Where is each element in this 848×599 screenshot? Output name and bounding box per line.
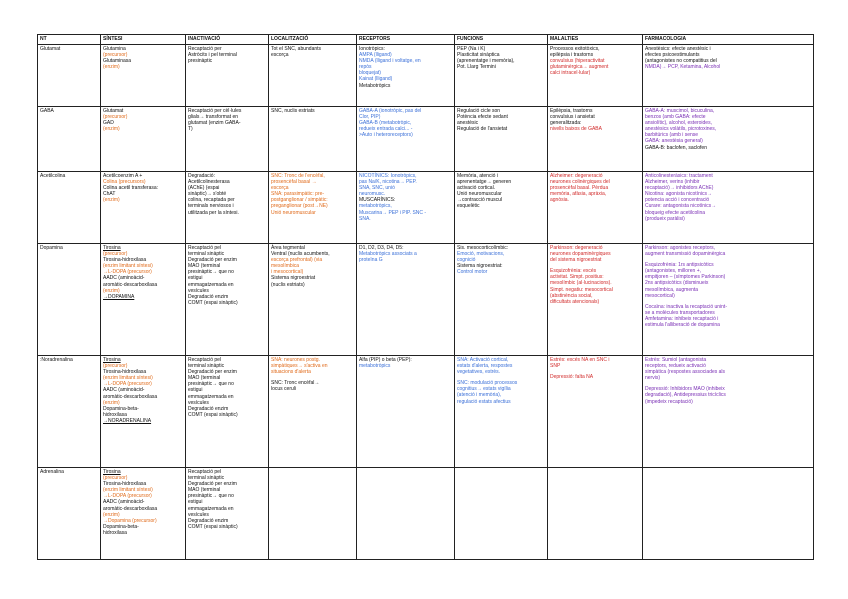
cell-line: (precursor) [103,52,128,59]
cell-line: GABA-B (metabotròpic, [359,120,412,127]
cell-line: Esquizofrènia: 1rs antipsicòtics [645,262,714,269]
cell-line: AADC (aminoàcid- [103,275,145,282]
cell-line: activitat. Simpt. positius: [550,274,604,281]
header-row [38,35,814,45]
cell-line: COMT (espai sinàptic) [188,523,238,530]
cell-line: Anestèsics: efecte anestèsic i [645,46,711,52]
header-sintesi: SÍNTESI [101,35,186,45]
cell-line: (precursor) [103,363,128,370]
cell-line: postganglionar / simpàtic: [271,197,328,204]
cell-line: Recaptació pel [188,357,222,363]
cell-line: (precursor) [103,251,128,258]
cell-line: T) [188,126,193,133]
cell-line: GABA-A: muscimol, bicuculina, [645,108,715,114]
cell-line: >Auto i heteroreceptors) [359,132,413,139]
cell-sintesi [101,45,186,107]
cell-funcions [455,45,548,107]
cell-receptors [357,468,455,560]
cell-line: sinàptic)→ s'obté [188,191,227,198]
cell-line: Clor, PIP) [359,114,381,121]
cell-line: (precursor) [103,114,128,121]
cell-line: Sistema nigroestriat: [457,263,503,270]
cell-line: presinàptic→ que no [188,493,234,500]
cell-line: convulsius i ansietat [550,114,595,121]
cell-line: Curare: antagonista nicotínics→ [645,203,717,210]
cell-line: vegetatives, estrès. [457,369,501,376]
cell-line: (enzim) [103,197,120,204]
cell-line: cognitius→ estats vigília [457,386,511,393]
cell-line: GABA-A (ionotròpic, pas del [359,108,422,114]
cell-line: activació cortical. [457,185,496,192]
cell-line: benzos (amb GABA: efecte [645,114,706,121]
cell-line: Colina acetil transferasa: [103,185,159,192]
cell-line: aromàtic-descarboxilasa [103,281,158,288]
cell-inactivacio [186,45,269,107]
cell-line: metabotròpics [359,363,391,370]
cell-line: →contracció muscul [457,197,503,204]
cell-line: D1, D2, D3, D4, D5: [359,245,404,251]
cell-line: COMT (espai sinàptic) [188,411,238,418]
cell-line: calci intracel·lular) [550,70,591,77]
cell-line: MAO (terminal [188,375,221,382]
cell-line: Glutamina [103,46,126,52]
cell-line: Metabotròpics associats a [359,251,417,258]
table-row [38,356,814,468]
cell-line: Àrea tegmental [271,245,305,251]
cell-line: Tirosina [103,245,121,251]
table-row [38,172,814,244]
header-malalties: MALALTIES [548,35,643,45]
cell-line: (produeix paràlisi) [645,215,685,222]
cell-line: estigui [188,275,203,282]
cell-line: SNC: Tronc encèfal→ [271,380,320,387]
cell-line: Degradació per enzim [188,257,237,264]
cell-line: del sistema nigroestriat [550,257,602,264]
cell-line: aromàtic-descarboxilasa [103,393,158,400]
cell-line: SNC, nuclis estriats [271,108,315,114]
cell-line: Astròcits i pel terminal [188,52,237,59]
cell-line: Degradació per enzim [188,369,237,376]
cell-line: efectes psicoestimulants [645,52,700,59]
comparison-sheet [37,34,813,560]
cell-line: Alfa (PIP) o beta (PEP): [359,357,412,363]
cell-farmacologia [643,172,814,244]
cell-line: Tirosina [103,469,121,475]
cell-line: GAD [103,120,114,127]
cell-line: Tirosina-hidroxilasa [103,481,147,488]
cell-line: (aprenentatge i memòria), [457,58,515,65]
cell-line: Nicotina: agonista nicotínics→ [645,191,712,198]
cell-line: (nuclis estriats) [271,281,305,288]
cell-line: presinàptic [188,58,213,65]
cell-line: nervis) [645,375,661,382]
cell-line: Simpt. negatiu: mesocortical [550,286,613,293]
cell-line: Alzheimer: degeneració [550,173,603,179]
cell-funcions [455,107,548,172]
cell-line: escorça [271,52,289,59]
cell-line: terminal sinàptic [188,251,225,258]
cell-localitzacio [269,45,357,107]
cell-inactivacio [186,244,269,356]
cell-line: Sistema nigroestriat [271,275,316,282]
cell-line: presinàptic→ que no [188,381,234,388]
cell-nt: Acetilcolina [38,172,101,244]
cell-line: bloquejat) [359,70,381,77]
cell-funcions [455,468,548,560]
cell-line: (atenció i memòria), [457,392,502,399]
cell-line: metabotròpics, [359,203,392,210]
cell-line: agnòsia. [550,197,569,204]
cell-line: prosencèfal basal. Pèrdua [550,185,609,192]
cell-farmacologia [643,45,814,107]
cell-line: convulsius (hiperactivitat [550,58,605,65]
cell-line: (enzim) [103,399,120,406]
cell-line: Ionotròpics: [359,46,385,52]
cell-sintesi [101,356,186,468]
cell-line: Dopamina-beta- [103,523,139,530]
cell-line: estigui [188,387,203,394]
cell-line: receptors, redueix activació [645,363,706,370]
cell-inactivacio [186,107,269,172]
cell-line: vesícules [188,399,209,406]
cell-funcions [455,172,548,244]
cell-line: Dopamina-beta- [103,405,139,412]
cell-sintesi [101,244,186,356]
cell-line: se a molècules transportadores [645,309,715,316]
cell-line: Acetilcoenzim A + [103,173,143,179]
cell-line: Tirosina-hidroxilasa [103,369,147,376]
cell-line: →L-DOPA (precursor) [103,493,152,500]
cell-line: NMDA)→ PCP, Ketamina, Alcohol [645,64,721,71]
cell-line: (enzim limitant síntesi) [103,375,153,382]
cell-line: Regulació cicle son [457,108,501,114]
cell-line: →DOPAMINA [103,293,135,300]
cell-line: hidroxilasa [103,411,127,418]
cell-line: Acetilcolinesterasa [188,179,230,186]
cell-line: esquelètic [457,203,480,210]
cell-farmacologia [643,356,814,468]
cell-malalties [548,45,643,107]
cell-line: Regulació de l'ansietat [457,126,508,133]
cell-line: AMPA (lligand) [359,52,392,59]
cell-inactivacio [186,172,269,244]
cell-line: Recaptació per cèl·lules [188,108,242,114]
cell-line: augment transmissió dopaminèrgica [645,251,726,258]
cell-line: Degradació enzim [188,405,229,412]
cell-line: Parkinson: degeneració [550,245,603,251]
cell-line: barbitúrics (amb i sense [645,132,699,139]
cell-line: simpàtiques→ s'activa en [271,363,328,370]
cell-line: vesícules [188,287,209,294]
cell-line: emmagatzemada en [188,281,234,288]
cell-line: redueix entrada calci... - [359,126,413,133]
cell-line: degradació), Antidepressius tricíclics [645,392,726,399]
cell-line: proteïna G [359,257,383,264]
table-row [38,107,814,172]
cell-line: memòria, afàsia, apràxia, [550,191,607,198]
cell-line: Potència efecte sedant [457,114,508,121]
cell-nt: Adrenalina [38,468,101,560]
cell-line: →L-DOPA (precursor) [103,269,152,276]
cell-line: empitjoren – (símptomes Parkinson) [645,274,726,281]
cell-line: vesícules [188,511,209,518]
cell-line: NICOTÍNICS: Ionotròpics, [359,173,417,179]
cell-line: estimula l'alliberació de dopamina [645,322,720,329]
cell-line: estats d'alerta, respostes [457,363,513,370]
cell-line: generalitzada: [550,120,582,127]
cell-line: mesolímbic (al·lucinacions). [550,280,612,287]
cell-line: mesolímbica, augmenta [645,286,699,293]
cell-nt: Dopamina [38,244,101,356]
cell-line: Alzheimer, verins (inhibir [645,179,700,186]
cell-receptors [357,172,455,244]
cell-line: Cocaïna: inactiva la recaptació unint- [645,303,727,310]
cell-sintesi [101,107,186,172]
cell-line: aprenentatge→ generen [457,179,512,186]
table-row [38,244,814,356]
cell-line: Control motor [457,269,488,276]
cell-inactivacio [186,356,269,468]
cell-line: anestèsics volàtils, picrotoxines, [645,126,717,133]
cell-line: i mesocortical) [271,269,304,276]
cell-line: Estrès: Sumiol (antagonista [645,357,707,363]
cell-line: Muscarina→ PEP i PIP. SNC - [359,209,427,216]
cell-line: (impedeix recaptació) [645,398,693,405]
cell-line: estigui [188,499,203,506]
cell-line: glutamat (enzim GABA- [188,120,241,127]
cell-line: Plasticitat sinàptica [457,52,500,59]
cell-line: Glutaminasa [103,58,132,65]
cell-line: emmagatzemada en [188,505,234,512]
cell-localitzacio [269,172,357,244]
cell-line: (enzim limitant síntesi) [103,487,153,494]
cell-line: epilèpsia i trastorns [550,52,594,59]
cell-line: ansiolític), alcohol, esteroides, [645,120,712,127]
cell-line: simpàtica (respostes associades als [645,369,726,376]
cell-line: AADC (aminoàcid- [103,499,145,506]
cell-line: Tirosina [103,357,121,363]
cell-malalties [548,356,643,468]
cell-sintesi [101,468,186,560]
cell-line: Glutamat [103,108,124,114]
cell-line: SNA. [359,215,371,222]
cell-line: mesocortical) [645,292,675,299]
cell-nt: :Noradrenalina [38,356,101,468]
cell-line: dificultats atencionals) [550,298,600,305]
cell-line: SNP [550,363,561,370]
cell-line: terminals nerviosos i [188,203,234,210]
cell-line: Tirosina-hidroxilasa [103,257,147,264]
cell-malalties [548,468,643,560]
cell-line: SNC: Tronc de l'encèfal, [271,173,325,179]
cell-line: (enzim) [103,64,120,71]
cell-line: Colina (precursors) [103,179,146,186]
cell-line: Processos exitotòxics, [550,46,600,52]
cell-line: Unió neuromuscular [271,209,316,216]
cell-line: (enzim limitant síntesi) [103,263,153,270]
cell-line: terminal sinàptic [188,475,225,482]
table-row [38,468,814,560]
cell-localitzacio [269,356,357,468]
cell-line: potencia acció i concentració [645,197,710,204]
cell-farmacologia [643,468,814,560]
table-row [38,45,814,107]
cell-malalties [548,244,643,356]
cell-line: hidroxilasa [103,529,127,536]
cell-line: Emoció, motivacions, [457,251,505,258]
cell-line: locus ceruli [271,386,297,393]
cell-localitzacio [269,107,357,172]
cell-line: emmagatzemada en [188,393,234,400]
cell-line: situacions d'alerta [271,369,311,376]
cell-line: glials→ transformat en [188,114,239,121]
cell-receptors [357,45,455,107]
cell-line: pas Na/K, nicotina→ PEP. [359,179,417,186]
cell-line: (enzim) [103,287,120,294]
cell-line: Recaptació pel [188,245,222,251]
cell-line: Degradació enzim [188,293,229,300]
header-receptors: RECEPTORS [357,35,455,45]
cell-line: presinàptic→ que no [188,269,234,276]
cell-line: →Dopamina (precursor) [103,517,157,524]
cell-line: Ventral (nuclis acumbents, [271,251,330,258]
cell-line: bloqueig efecte acetilcolina [645,209,706,216]
cell-line: neurones colinèrgiques del [550,179,610,186]
cell-receptors [357,356,455,468]
cell-line: Unió neuromuscular [457,191,502,198]
cell-line: ChAT [103,191,116,198]
cell-sintesi [101,172,186,244]
neurotransmitter-table [37,34,814,560]
cell-line: SNA: Activació cortical, [457,357,509,363]
cell-line: anestèsic [457,120,479,127]
cell-line: preganglionar (post→NE) [271,203,328,210]
cell-line: Memòria, atenció i [457,173,498,179]
cell-line: Estrès: excés NA en SNC i [550,357,610,363]
cell-receptors [357,244,455,356]
cell-nt: GABA [38,107,101,172]
cell-line: Pot. Llarg Termini [457,64,496,71]
cell-line: MAO (terminal [188,487,221,494]
cell-line: Parkinson: agonistes receptors, [645,245,716,251]
cell-line: nivells baixos de GABA [550,126,602,133]
cell-line: Kainat (lligand) [359,76,393,83]
cell-line: (abstinència social, [550,292,593,299]
header-farmacologia: FARMACOLOGIA [643,35,814,45]
cell-line: (precursor) [103,475,128,482]
cell-line: colina, recaptada per [188,197,235,204]
cell-line: SNA: neurones postg. [271,357,320,363]
cell-malalties [548,172,643,244]
cell-line: Metabotròpics [359,82,391,89]
cell-line: (enzim) [103,511,120,518]
header-localitzacio: LOCALITZACIÓ [269,35,357,45]
cell-line: recaptació)→ inhibidors AChE) [645,185,714,192]
cell-line: Depressió: falta NA [550,374,594,381]
cell-line: glutaminèrgica→ augment [550,64,609,71]
cell-line: Epilèpsia, trastorns [550,108,593,114]
cell-line: Esquizofrènia: excés [550,268,597,275]
cell-line: aromàtic-descarboxilasa [103,505,158,512]
cell-localitzacio [269,244,357,356]
cell-malalties [548,107,643,172]
table-body [38,45,814,560]
cell-line: Degradació per enzim [188,481,237,488]
cell-line: neuromusc. [359,191,386,198]
cell-line: neurones dopaminèrgiques [550,251,611,258]
cell-line: cognició [457,257,476,264]
cell-line: GABA-B: baclofen, saclofen [645,144,707,151]
cell-line: terminal sinàptic [188,363,225,370]
cell-line: MUSCARÍNICS: [359,197,396,204]
cell-line: Recaptació per [188,46,222,52]
cell-line: repòs [359,64,372,71]
cell-line: mesolímbica [271,263,300,270]
cell-funcions [455,244,548,356]
cell-line: prosencèfal basal → [271,179,317,186]
cell-line: SNA: parasimpàtic: pre- [271,191,325,198]
cell-line: COMT (espai sinàptic) [188,299,238,306]
cell-line: (antagonistes no compatitius del [645,58,717,65]
cell-line: Sis. mesocorticolímbic: [457,245,509,251]
cell-line: SNA, SNC, unió [359,185,395,192]
cell-line: PEP (Na i K) [457,46,486,52]
cell-line: Recaptació pel [188,469,222,475]
header-nt: NT [38,35,101,45]
cell-line: SNC: modulació processos [457,380,518,387]
cell-line: GABA: anestèsia general) [645,138,703,145]
cell-line: regulació estats afectius [457,398,511,405]
cell-line: escorça [271,185,289,192]
cell-line: Amfetamina: inhibeix recaptació i [645,315,719,322]
cell-line: (AChE) (espai [188,185,220,192]
cell-line: AADC (aminoàcid- [103,387,145,394]
cell-farmacologia [643,107,814,172]
cell-line: →NORADRENALINA [103,417,152,424]
cell-localitzacio [269,468,357,560]
cell-line: (enzim) [103,126,120,133]
cell-line: Degradació: [188,173,215,179]
cell-line: Degradació enzim [188,517,229,524]
cell-line: →L-DOPA (precursor) [103,381,152,388]
cell-farmacologia [643,244,814,356]
header-inactivacio: INACTIVACIÓ [186,35,269,45]
cell-inactivacio [186,468,269,560]
header-funcions: FUNCIONS [455,35,548,45]
cell-line: NMDA (lligand i voltatge, en [359,58,421,65]
cell-funcions [455,356,548,468]
cell-line: Tot el SNC, abundants [271,46,322,52]
cell-receptors [357,107,455,172]
cell-nt: Glutamat [38,45,101,107]
cell-line: escorça prefrontal) (via [271,257,323,264]
cell-line: Depressió: Inhibidors MAO (inhibeix [645,386,725,393]
cell-line: (antagonistes, milloren +, [645,268,702,275]
cell-line: utilitzada per la síntesi. [188,209,239,216]
cell-line: 2ns antipsicòtics (disminueix [645,280,709,287]
cell-line: Anticolinesteràsics: tractament [645,173,713,179]
cell-line: MAO (terminal [188,263,221,270]
